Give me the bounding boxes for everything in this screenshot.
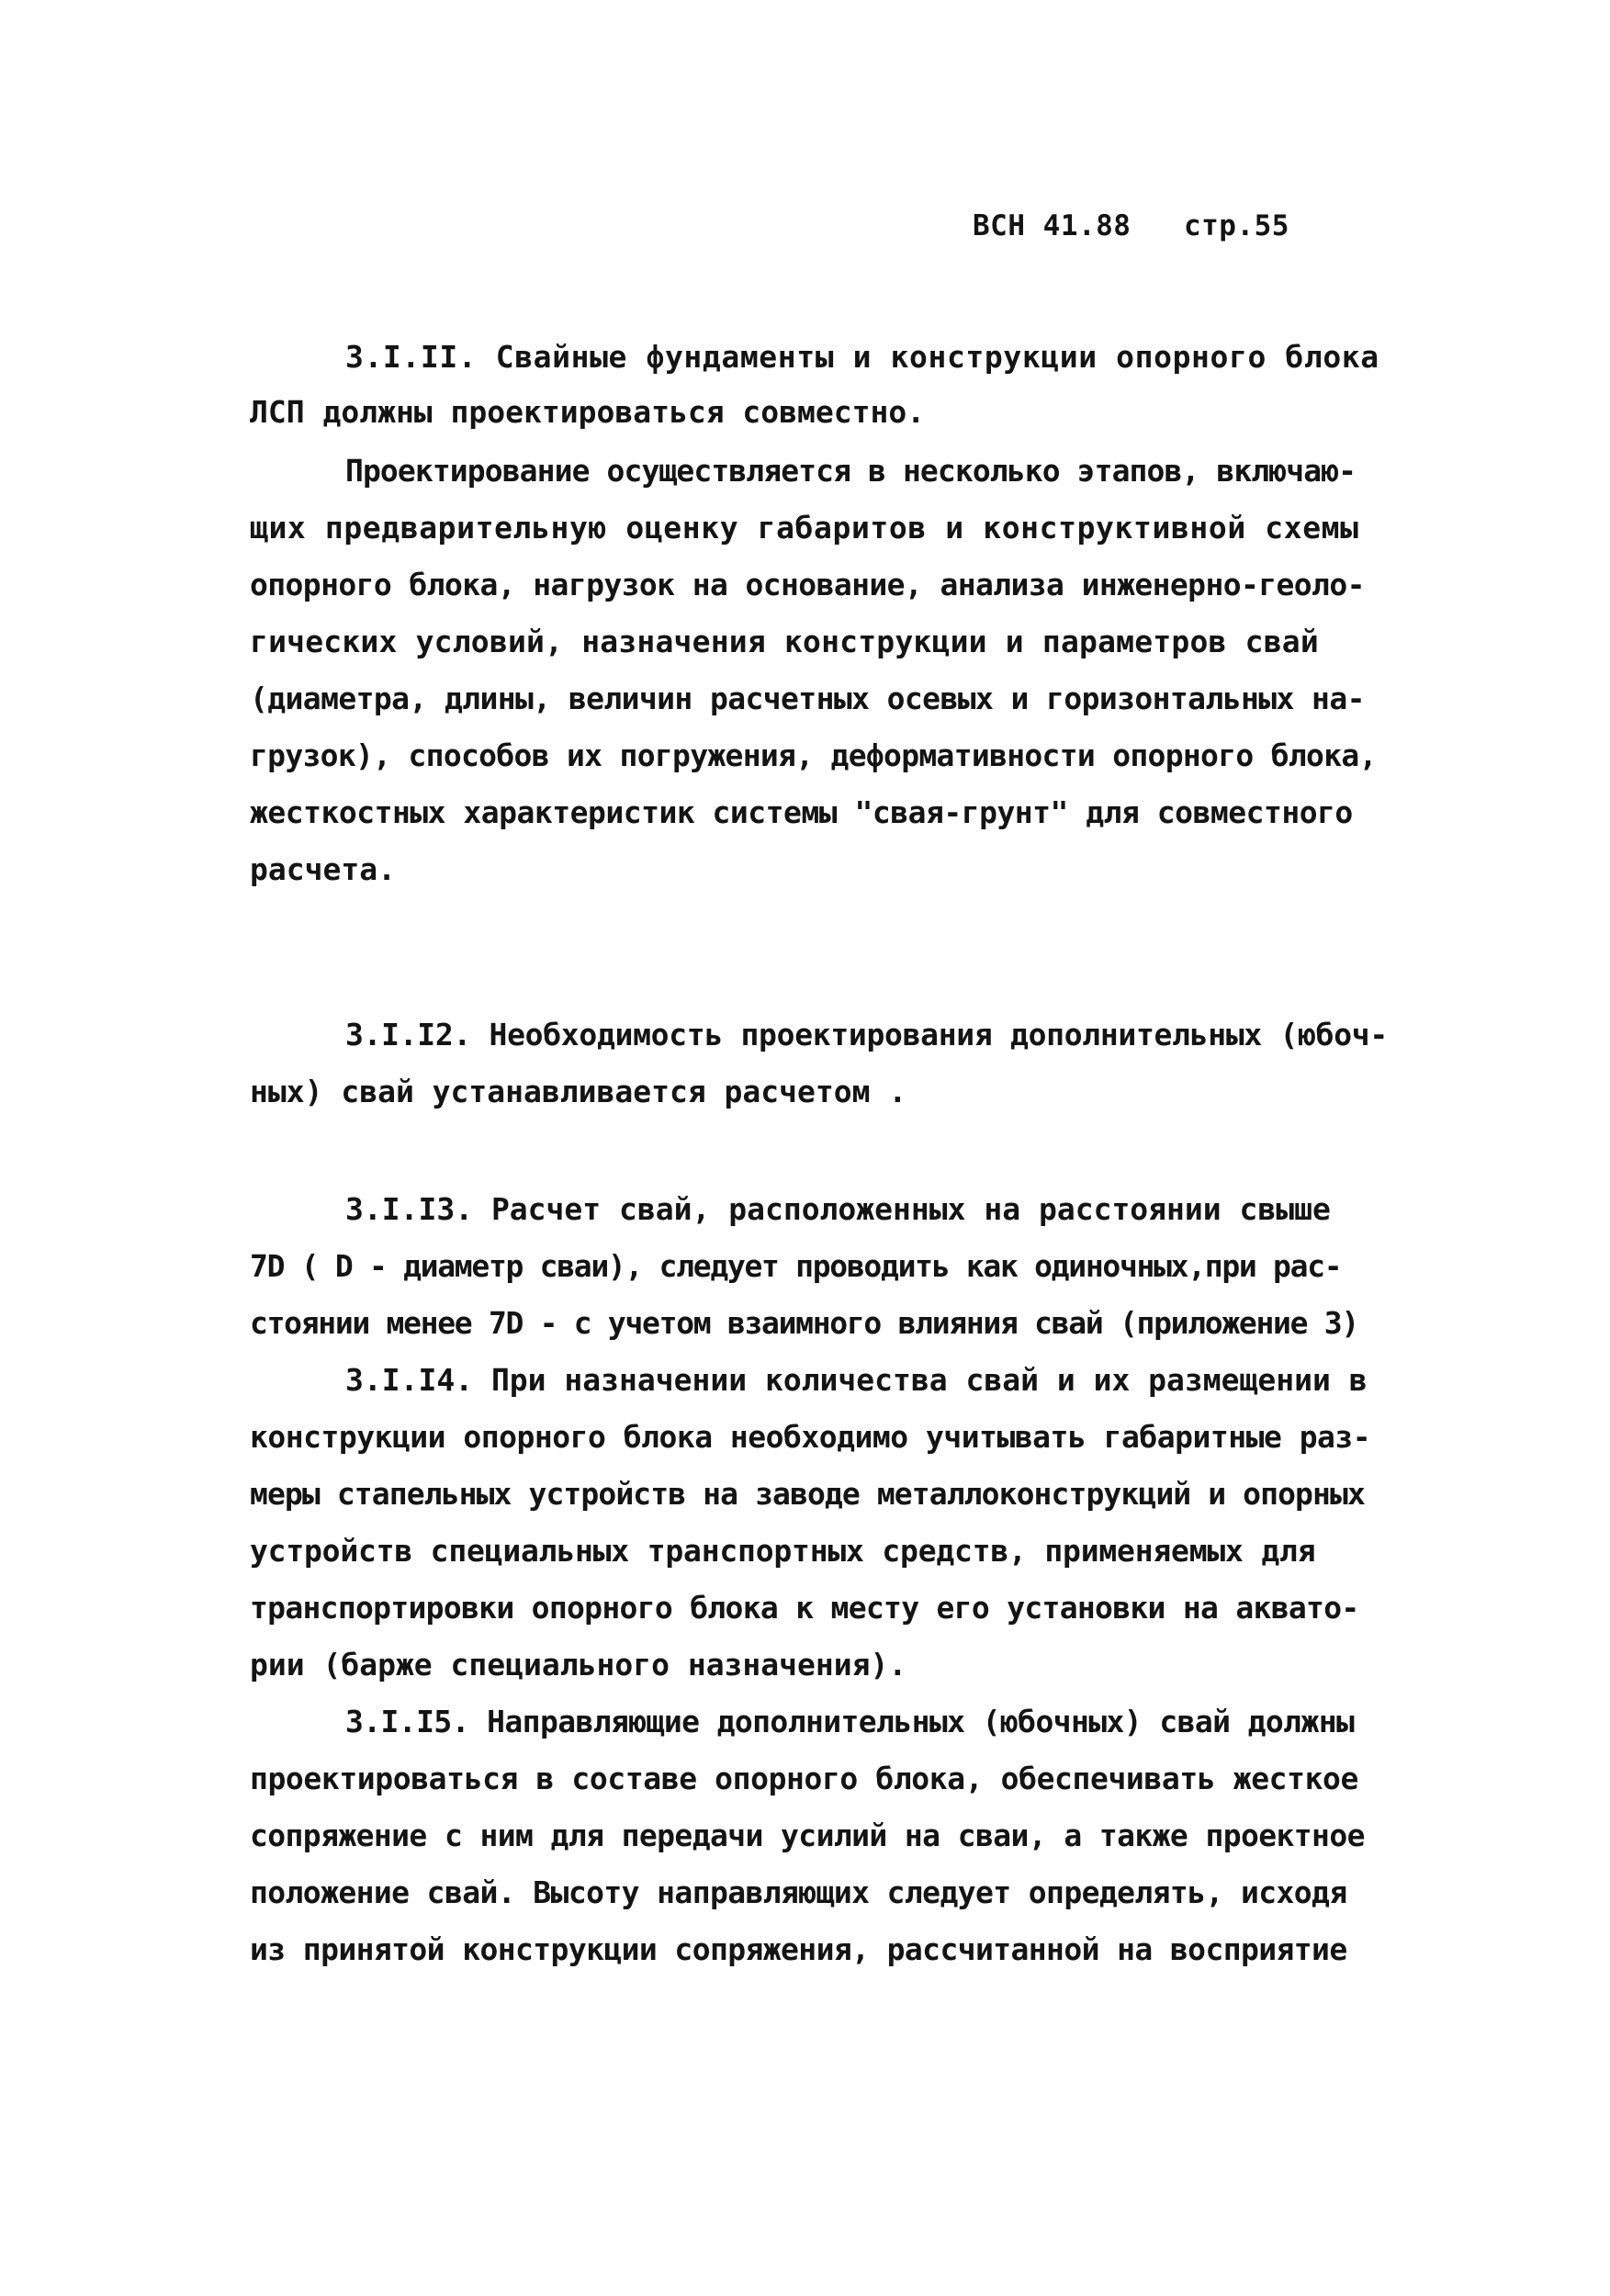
- paragraph-3-1-11b-line-6: грузок), способов их погружения, деформативности опорного блока,: [250, 737, 1377, 773]
- paragraph-3-1-11b-line-5: (диаметра, длины, величин расчетных осевых и горизонтальных на-: [250, 681, 1365, 716]
- paragraph-3-1-11b-line-7: жесткостных характеристик системы "свая-грунт" для совместного: [250, 794, 1353, 830]
- paragraph-3-1-14-line-2: конструкции опорного блока необходимо учитывать габаритные раз-: [250, 1419, 1371, 1455]
- paragraph-3-1-12-line-1: 3.I.I2. Необходимость проектирования дополнительных (юбоч-: [345, 1017, 1388, 1052]
- paragraph-3-1-12-line-2: ных) свай устанавливается расчетом .: [250, 1074, 907, 1109]
- paragraph-3-1-14-line-1: 3.I.I4. При назначении количества свай и их размещении в: [345, 1362, 1368, 1398]
- paragraph-3-1-13-line-3: стоянии менее 7D - с учетом взаимного влияния свай (приложение 3): [250, 1305, 1358, 1341]
- paragraph-3-1-11-line-2: ЛСП должны проектироваться совместно.: [250, 394, 926, 430]
- paragraph-3-1-11b-line-3: опорного блока, нагрузок на основание, анализа инженерно-геоло-: [250, 567, 1365, 602]
- paragraph-3-1-15-line-3: сопряжение с ним для передачи усилий на сваи, а также проектное: [250, 1818, 1365, 1853]
- paragraph-3-1-15-line-5: из принятой конструкции сопряжения, рассчитанной на восприятие: [250, 1931, 1347, 1967]
- paragraph-3-1-14-line-4: устройств специальных транспортных средств, применяемых для: [250, 1533, 1316, 1569]
- paragraph-3-1-11-line-1: 3.I.II. Свайные фундаменты и конструкции опорного блока: [345, 339, 1379, 375]
- page-header: [973, 209, 1289, 242]
- page-number: стр.55: [1183, 209, 1289, 242]
- paragraph-3-1-14-line-6: рии (барже специального назначения).: [250, 1647, 907, 1683]
- paragraph-3-1-15-line-1: 3.I.I5. Направляющие дополнительных (юбочных) свай должны: [345, 1704, 1355, 1739]
- paragraph-3-1-14-line-5: транспортировки опорного блока к месту его установки на аквато-: [250, 1590, 1359, 1626]
- paragraph-3-1-11b-line-1: Проектирование осуществляется в несколько этапов, включаю-: [345, 453, 1357, 489]
- paragraph-3-1-11b-line-8: расчета.: [250, 851, 396, 887]
- paragraph-3-1-11b-line-2: щих предварительную оценку габаритов и конструктивной схемы: [250, 510, 1359, 546]
- document-code: ВСН 41.88: [973, 209, 1132, 242]
- paragraph-3-1-13-line-2: 7D ( D - диаметр сваи), следует проводить как одиночных,при рас-: [250, 1248, 1342, 1284]
- paragraph-3-1-15-line-4: положение свай. Высоту направляющих следует определять, исходя: [250, 1874, 1347, 1910]
- paragraph-3-1-11b-line-4: гических условий, назначения конструкции и параметров свай: [250, 624, 1319, 659]
- paragraph-3-1-14-line-3: меры стапельных устройств на заводе металлоконструкций и опорных: [250, 1476, 1365, 1512]
- paragraph-3-1-13-line-1: 3.I.I3. Расчет свай, расположенных на расстоянии свыше: [345, 1191, 1331, 1227]
- paragraph-3-1-15-line-2: проектироваться в составе опорного блока, обеспечивать жесткое: [250, 1761, 1358, 1796]
